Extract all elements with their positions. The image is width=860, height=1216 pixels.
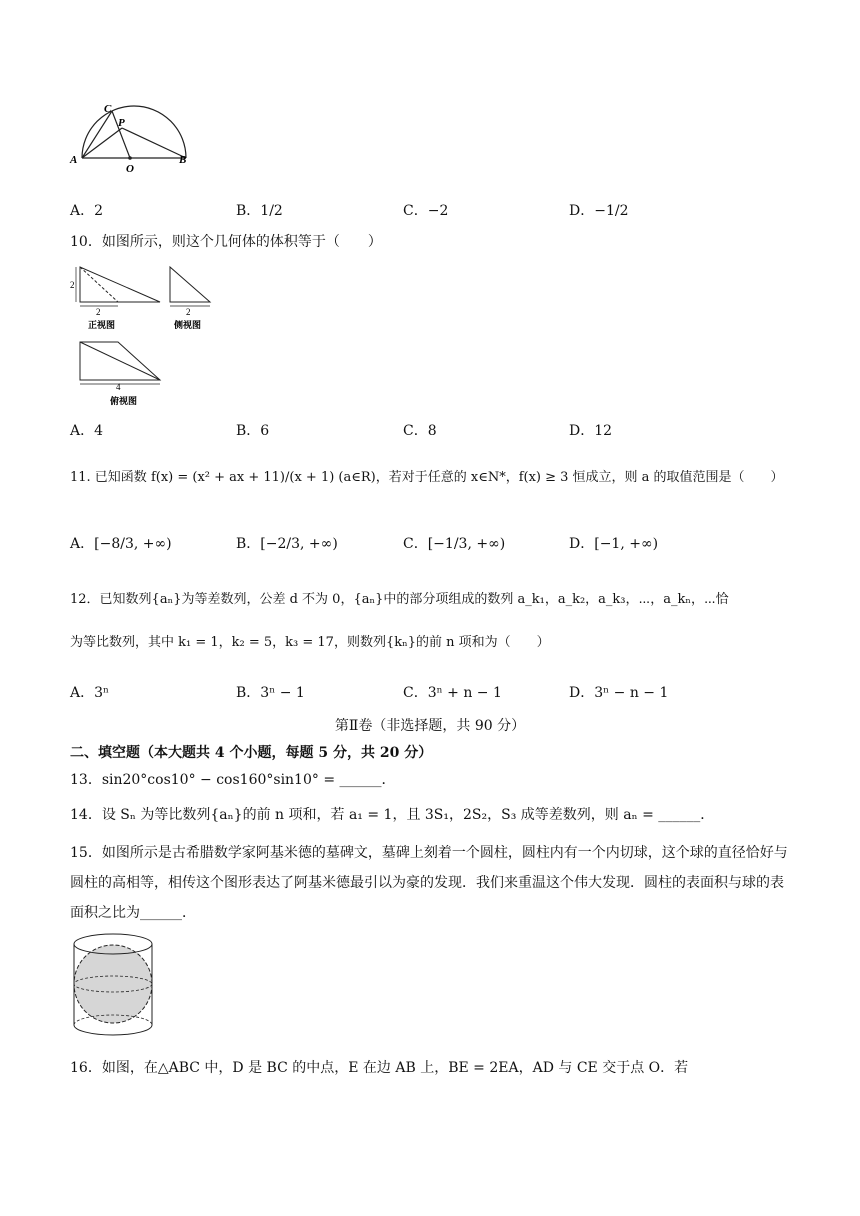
cylinder-sphere-figure <box>70 926 160 1042</box>
q9-option-d: D．−1/2 <box>569 203 629 219</box>
label-o: O <box>126 163 134 175</box>
q10-option-c: C．8 <box>403 423 437 439</box>
q12-option-a: A．3ⁿ <box>70 685 110 701</box>
label-p: P <box>118 117 125 129</box>
top-view-label: 俯视图 <box>110 396 138 406</box>
front-view-label: 正视图 <box>88 320 116 330</box>
semicircle-figure <box>66 100 196 175</box>
q11-stem: 11. 已知函数 f(x) = (x² + ax + 11)/(x + 1) (a∈R)，若对于任意的 x∈N*，f(x) ≥ 3 恒成立，则 a 的取值范围是（ ） <box>70 470 784 485</box>
q12-option-b: B．3ⁿ − 1 <box>236 685 305 701</box>
q10-option-d: D．12 <box>569 423 613 439</box>
q10-stem: 10．如图所示，则这个几何体的体积等于（ ） <box>70 234 382 250</box>
q12-line1: 12．已知数列{aₙ}为等差数列，公差 d 不为 0，{aₙ}中的部分项组成的数列 a_k₁，a_k₂，a_k₃，⋯，a_kₙ，⋯恰 <box>70 592 729 607</box>
three-view-figure <box>70 262 230 412</box>
q11-option-a: A．[−8/3, +∞) <box>70 536 172 552</box>
dim-top-width: 4 <box>116 382 121 392</box>
q12-line2: 为等比数列，其中 k₁ = 1，k₂ = 5，k₃ = 17，则数列{kₙ}的前 n 项和为（ ） <box>70 635 550 650</box>
q11-option-d: D．[−1, +∞) <box>569 536 659 552</box>
q15: 15．如图所示是古希腊数学家阿基米德的墓碑文，墓碑上刻着一个圆柱，圆柱内有一个内切球，这个球的直径恰好与圆柱的高相等，相传这个图形表达了阿基米德最引以为豪的发现．我们来重温这个伟大发现．圆柱的表面积与球的表面积之比为______． <box>70 845 788 921</box>
dim-side-width: 2 <box>186 307 191 317</box>
q11-option-c: C．[−1/3, +∞) <box>403 536 506 552</box>
q10-option-b: B．6 <box>236 423 270 439</box>
q13: 13．sin20°cos10° − cos160°sin10° = ______． <box>70 772 396 788</box>
part2-title: 第Ⅱ卷（非选择题，共 90 分） <box>334 718 526 734</box>
q9-option-a: A．2 <box>70 203 104 219</box>
q12-option-d: D．3ⁿ − n − 1 <box>569 685 669 701</box>
section2-title: 二、填空题（本大题共 4 个小题，每题 5 分，共 20 分） <box>70 745 433 761</box>
q16: 16．如图，在△ABC 中，D 是 BC 的中点，E 在边 AB 上，BE = 2EA，AD 与 CE 交于点 O．若 <box>70 1060 689 1076</box>
side-view-label: 侧视图 <box>174 320 202 330</box>
label-c: C <box>104 103 112 115</box>
q12-option-c: C．3ⁿ + n − 1 <box>403 685 502 701</box>
q9-option-b: B．1/2 <box>236 203 283 219</box>
dim-height: 2 <box>70 280 75 290</box>
q10-option-a: A．4 <box>70 423 104 439</box>
label-a: A <box>70 154 78 166</box>
q9-option-c: C．−2 <box>403 203 449 219</box>
q14: 14．设 Sₙ 为等比数列{aₙ}的前 n 项和，若 a₁ = 1，且 3S₁，2S₂，S₃ 成等差数列，则 aₙ = ______． <box>70 807 715 823</box>
label-b: B <box>179 154 187 166</box>
q11-option-b: B．[−2/3, +∞) <box>236 536 338 552</box>
dim-front-width: 2 <box>96 307 101 317</box>
